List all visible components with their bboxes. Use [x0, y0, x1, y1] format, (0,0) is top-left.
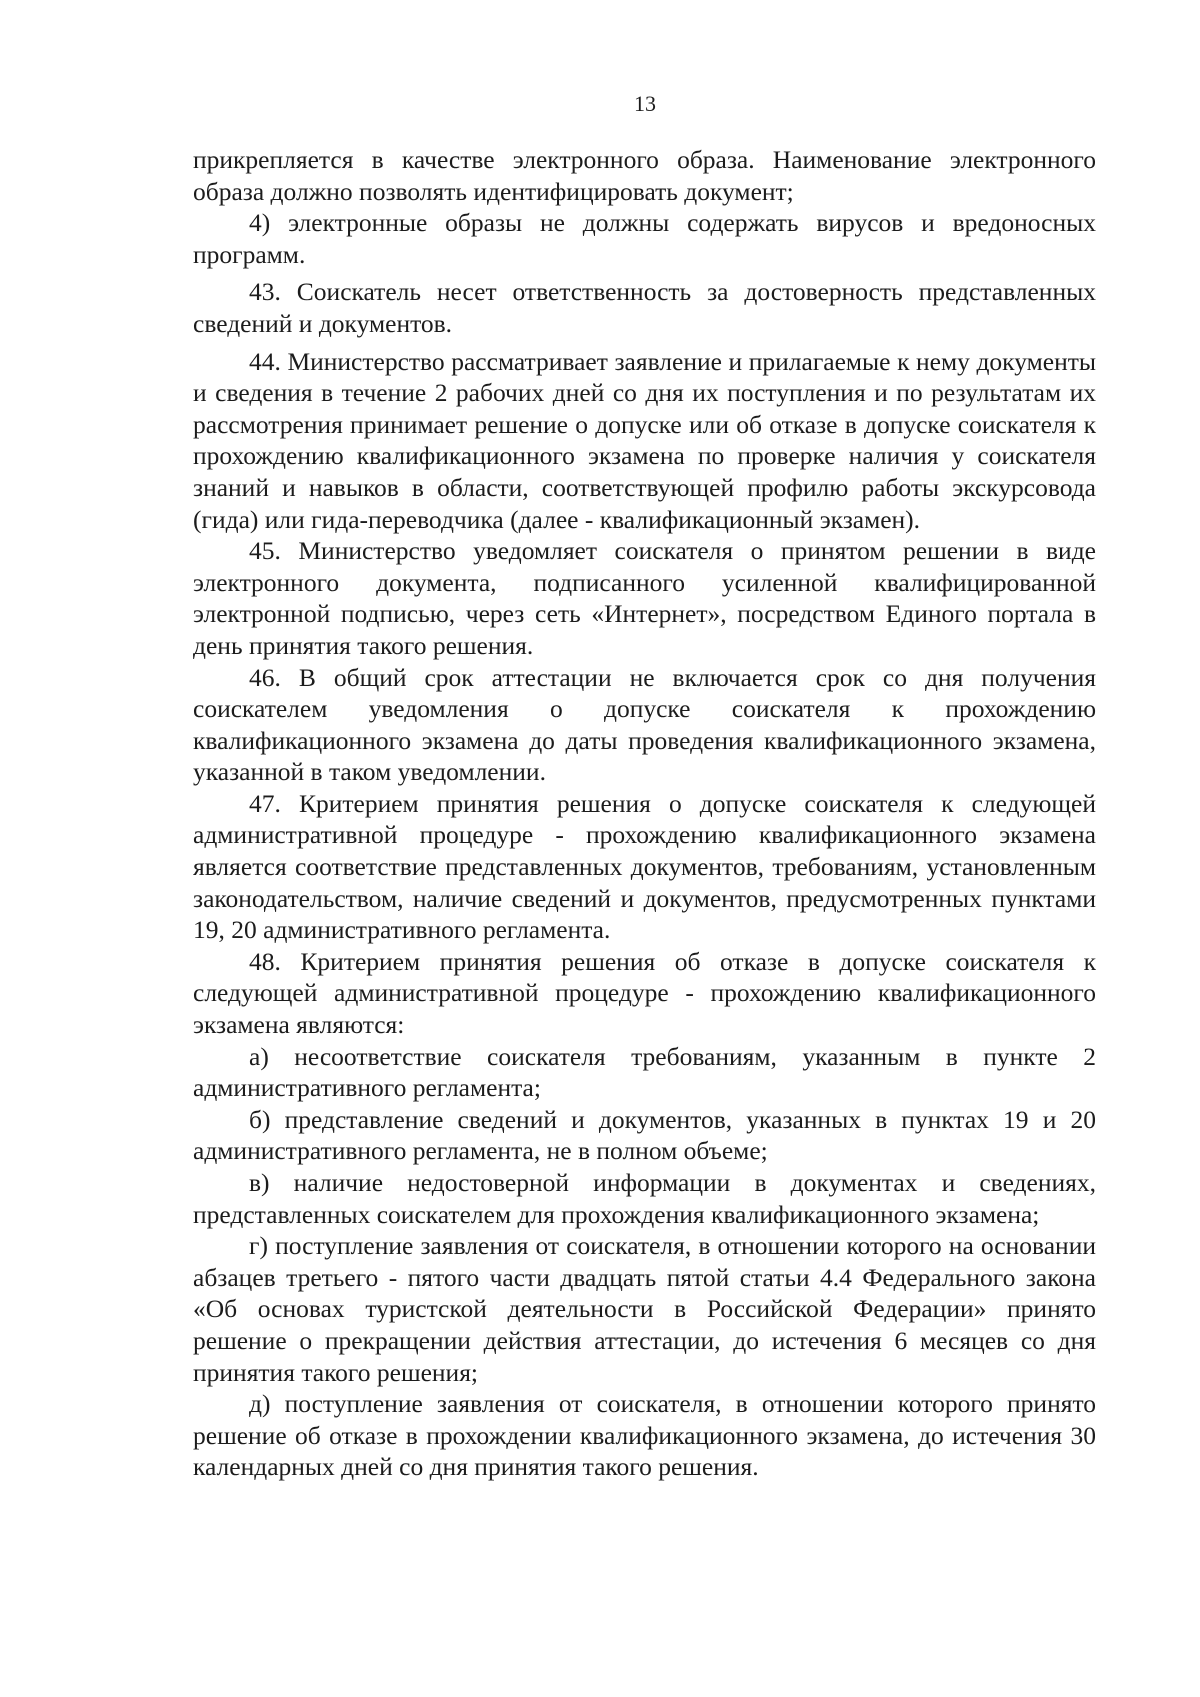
paragraph-48-d: д) поступление заявления от соискателя, в отношении которого принято решение об отказе в прохождении квалификационного экзамена, до истечения 30 календарных дней со дня принятия такого решения. [193, 1389, 1096, 1482]
document-body [193, 144, 1096, 1483]
paragraph-48-v: в) наличие недостоверной информации в документах и сведениях, представленных соискателем для прохождения квалификационного экзамена; [193, 1168, 1096, 1229]
paragraph-44: 44. Министерство рассматривает заявление и прилагаемые к нему документы и сведения в течение 2 рабочих дней со дня их поступления и по результатам их рассмотрения принимает решение о допуске или об отказе в допуске соискателя к прохождению квалификационного экзамена по проверке наличия у соискателя знаний и навыков в области, соответствующей профилю работы экскурсовода (гида) или гида-переводчика (далее - квалификационный экзамен). [193, 346, 1096, 534]
paragraph-continuation: прикрепляется в качестве электронного образа. Наименование электронного образа должно позволять идентифицировать документ; [193, 145, 1096, 206]
paragraph-48-a: а) несоответствие соискателя требованиям, указанным в пункте 2 административного регламента; [193, 1041, 1096, 1103]
paragraph-item-4: 4) электронные образы не должны содержать вирусов и вредоносных программ. [193, 208, 1096, 269]
page-number: 13 [634, 91, 656, 116]
paragraph-48-b: б) представление сведений и документов, указанных в пунктах 19 и 20 административного регламента, не в полном объеме; [193, 1104, 1096, 1166]
paragraph-48: 48. Критерием принятия решения об отказе в допуске соискателя к следующей административной процедуре - прохождению квалификационного экзамена являются: [193, 946, 1096, 1040]
paragraph-46: 46. В общий срок аттестации не включается срок со дня получения соискателем уведомления о допуске соискателя к прохождению квалификационного экзамена до даты проведения квалификационного экзамена, указанной в таком уведомлении. [193, 662, 1096, 787]
paragraph-48-g: г) поступление заявления от соискателя, в отношении которого на основании абзацев третьего - пятого части двадцать пятой статьи 4.4 Федерального закона «Об основах туристской деятельности в Российской Федерации» принято решение о прекращении действия аттестации, до истечения 6 месяцев со дня принятия такого решения; [193, 1231, 1096, 1387]
paragraph-43: 43. Соискатель несет ответственность за достоверность представленных сведений и документов. [193, 277, 1096, 338]
paragraph-47: 47. Критерием принятия решения о допуске соискателя к следующей административной процедуре - прохождению квалификационного экзамена является соответствие представленных документов, требованиям, установленным законодательством, наличие сведений и документов, предусмотренных пунктами 19, 20 административного регламента. [193, 788, 1096, 945]
paragraph-45: 45. Министерство уведомляет соискателя о принятом решении в виде электронного документа, подписанного усиленной квалифицированной электронной подписью, через сеть «Интернет», посредством Единого портала в день принятия такого решения. [193, 536, 1096, 660]
